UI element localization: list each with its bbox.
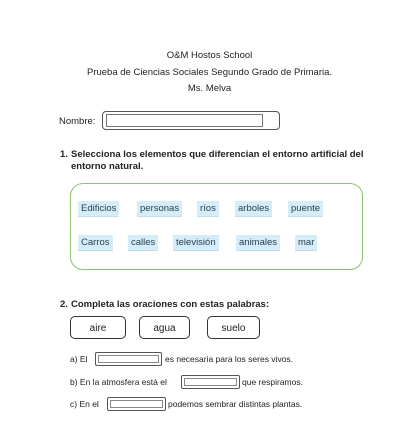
teacher-name: Ms. Melva: [187, 83, 232, 94]
name-input[interactable]: [102, 111, 280, 130]
name-label: Nombre:: [59, 116, 96, 127]
word-chip-television[interactable]: televisión: [173, 235, 219, 251]
test-title: Prueba de Ciencias Sociales Segundo Grado de Primaria.: [86, 67, 333, 78]
question-1-text: Selecciona los elementos que diferencian el entorno artificial del entorno natural.: [71, 149, 364, 172]
sentence-a-blank[interactable]: [95, 352, 162, 366]
word-chip-edificios[interactable]: Edificios: [78, 201, 119, 217]
sentence-c-blank[interactable]: [107, 397, 166, 411]
sentence-a-rest: es necesaria para los seres vivos.: [165, 354, 294, 364]
word-chip-mar[interactable]: mar: [295, 235, 317, 251]
word-bank: [70, 183, 363, 270]
sentence-c-lead: c) En el: [70, 399, 99, 409]
sentence-b-rest: que respiramos.: [242, 377, 303, 387]
word-chip-rios[interactable]: ríos: [197, 201, 219, 217]
question-2-number: 2.: [60, 299, 68, 310]
sentence-b-lead: b) En la atmosfera está el: [70, 377, 167, 387]
word-chip-animales[interactable]: animales: [236, 235, 280, 251]
option-aire-button[interactable]: aire: [70, 316, 126, 339]
option-agua-button[interactable]: agua: [139, 316, 190, 339]
word-chip-puente[interactable]: puente: [288, 201, 323, 217]
sentence-c: [70, 397, 370, 411]
word-chip-calles[interactable]: calles: [128, 235, 158, 251]
word-chip-arboles[interactable]: arboles: [235, 201, 272, 217]
question-1-number: 1.: [60, 149, 68, 160]
word-chip-personas[interactable]: personas: [137, 201, 182, 217]
sentence-a-lead: a) El: [70, 354, 88, 364]
question-2-text: Completa las oraciones con estas palabras:: [71, 299, 269, 310]
school-name: O&M Hostos School: [166, 50, 253, 61]
name-input-field[interactable]: [106, 114, 263, 127]
sentence-b: [70, 375, 370, 389]
option-suelo-button[interactable]: suelo: [207, 316, 260, 339]
sentence-a: [70, 352, 370, 366]
sentence-b-blank[interactable]: [181, 375, 240, 389]
word-chip-carros[interactable]: Carros: [78, 235, 113, 251]
sentence-c-rest: podemos sembrar distintas plantas.: [168, 399, 303, 409]
